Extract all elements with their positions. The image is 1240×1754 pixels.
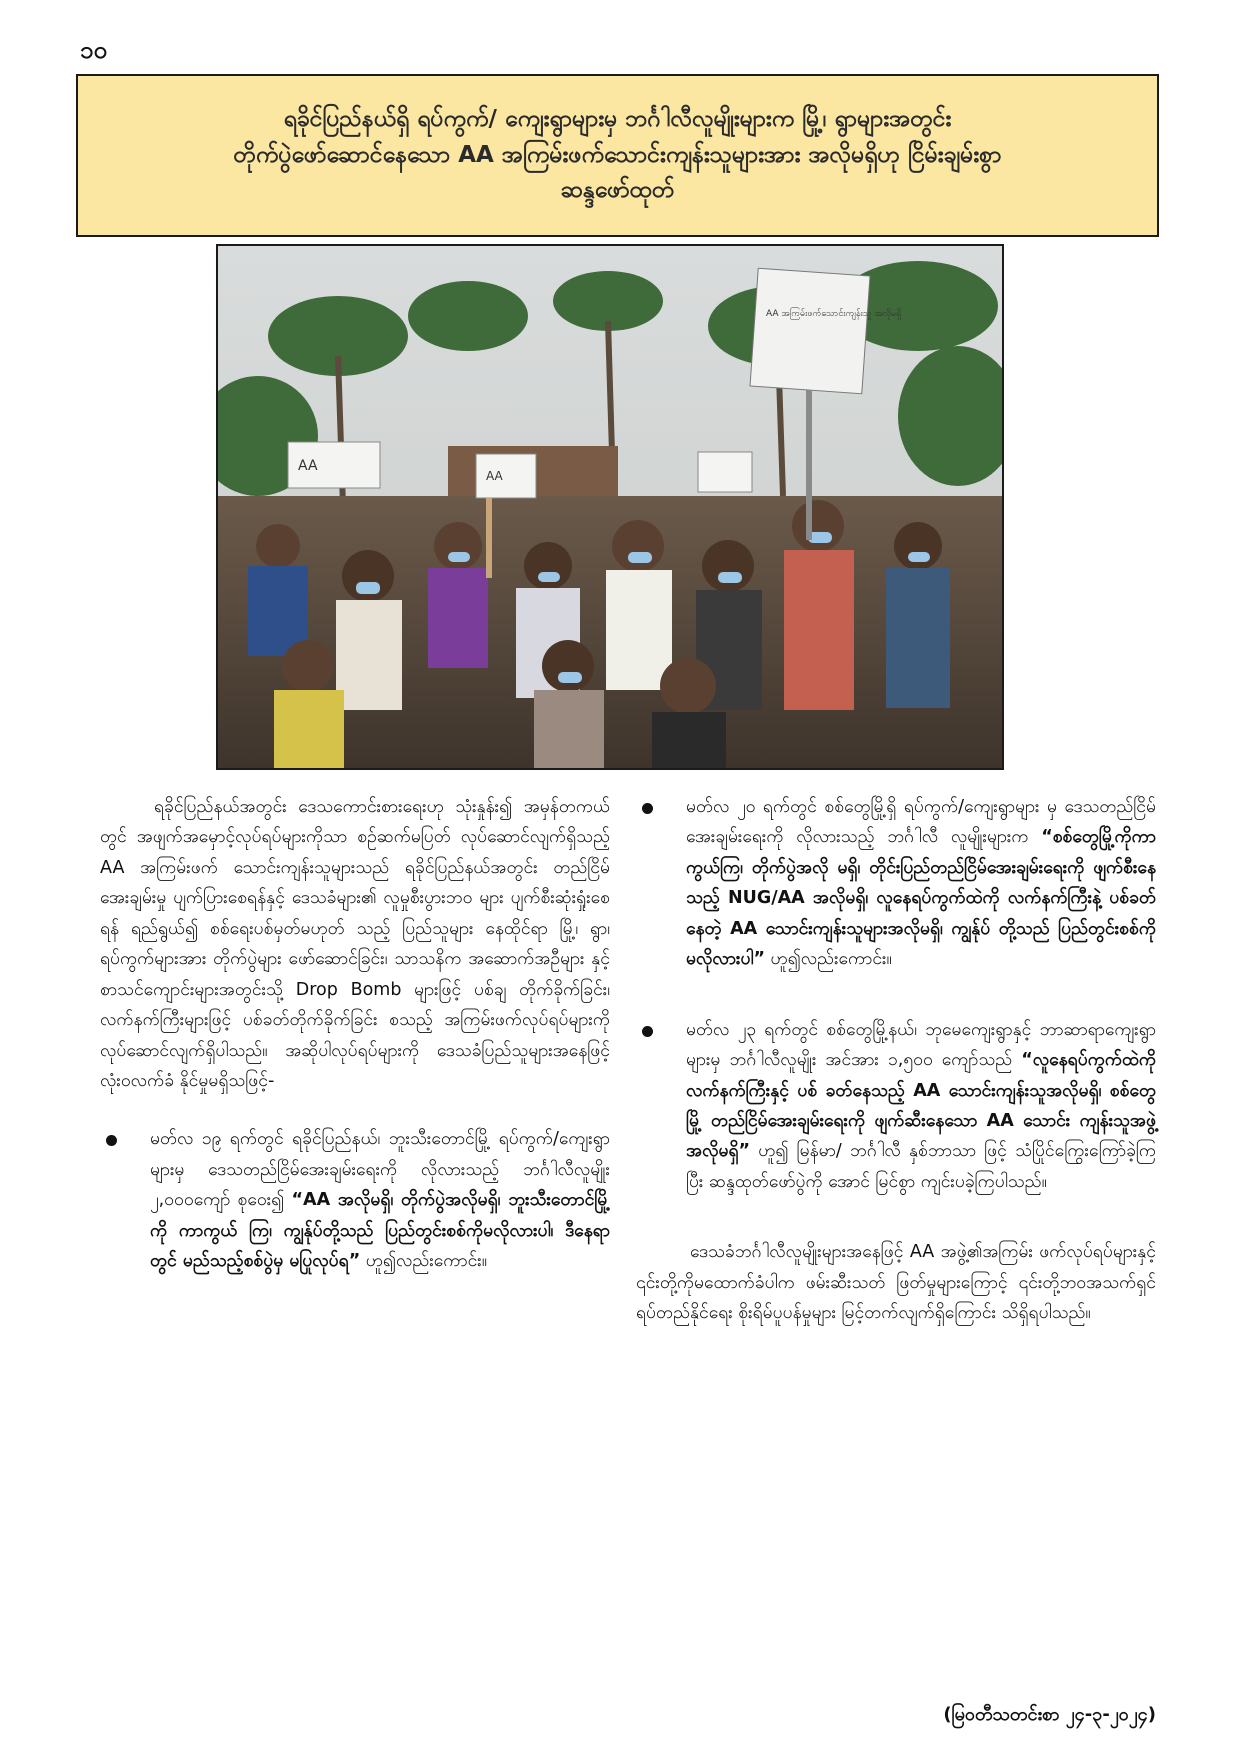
bullet-dot: [642, 803, 653, 814]
closing-paragraph: ဒေသခံဘင်္ဂါလီလူမျိုးများအနေဖြင့် AA အဖွဲ့၏အကြမ်း ဖက်လုပ်ရပ်များနှင့် ၎င်းတို့ကိုမထောက်ခံပါက ဖမ်းဆီးသတ် ဖြတ်မှုများကြောင့် ၎င်းတို့ဘဝအသက်ရှင်ရပ်တည်နိုင်ရေး စိုးရိမ်ပူပန်မှုများ မြင့်တက်လျက်ရှိကြောင်း သိရှိရပါသည်။: [636, 1242, 1156, 1324]
bullet-item-1: [100, 1124, 610, 1276]
headline-box: [76, 74, 1159, 237]
protest-photo: [216, 244, 1004, 770]
bullet-item-2: [636, 792, 1156, 975]
headline-line-1: ရခိုင်ပြည်နယ်ရှိ ရပ်ကွက်/ ကျေးရွာများမှ ဘင်္ဂါလီလူမျိုးများက မြို့၊ ရွာများအတွင်း: [283, 106, 952, 133]
source-citation: (မြဝတီသတင်းစာ ၂၄-၃-၂၀၂၄): [943, 1704, 1156, 1725]
photo-sign-left: AA: [298, 458, 318, 474]
headline-line-3: ဆန္ဒဖော်ထုတ်: [560, 177, 675, 204]
photo-sign-center: AA: [486, 469, 503, 483]
bullet-list-right: [636, 792, 1156, 1197]
intro-paragraph: ရခိုင်ပြည်နယ်အတွင်း ဒေသကောင်းစားရေးဟု သုံးနှုန်း၍ အမှန်တကယ်တွင် အဖျက်အမှောင့်လုပ်ရပ်များကိုသာ စဉ်ဆက်မပြတ် လုပ်ဆောင်လျက်ရှိသည့် AA အကြမ်းဖက် သောင်းကျန်းသူများသည် ရခိုင်ပြည်နယ်အတွင်း တည်ငြိမ် အေးချမ်းမှု ပျက်ပြားစေရန်နှင့် ဒေသခံများ၏ လူမှုစီးပွားဘဝ များ ပျက်စီးဆုံးရှုံးစေရန် ရည်ရွယ်၍ စစ်ရေးပစ်မှတ်မဟုတ် သည့် ပြည်သူများ နေထိုင်ရာ မြို့၊ ရွာ၊ ရပ်ကွက်များအား တိုက်ပွဲများ ဖော်ဆောင်ခြင်း၊ သာသနိက အဆောက်အဦများ နှင့် စာသင်ကျောင်းများအတွင်းသို့ Drop Bomb များဖြင့် ပစ်ချ တိုက်ခိုက်ခြင်း၊ လက်နက်ကြီးများဖြင့် ပစ်ခတ်တိုက်ခိုက်ခြင်း စသည့် အကြမ်းဖက်လုပ်ရပ်များကို လုပ်ဆောင်လျက်ရှိပါသည်။ အဆိုပါလုပ်ရပ်များကို ဒေသခံပြည်သူများအနေဖြင့် လုံးဝလက်ခံ နိုင်မှုမရှိသဖြင့်-: [100, 797, 610, 1091]
bullet-list-left: [100, 1124, 610, 1276]
left-column: [100, 792, 610, 1317]
right-column: [636, 792, 1156, 1357]
bullet-2-quote: “စစ်တွေမြို့ကိုကာကွယ်ကြ၊ တိုက်ပွဲအလို မရှိ၊ တိုင်းပြည်တည်ငြိမ်အေးချမ်းရေးကို ဖျက်စီးနေသည့် NUG/AA အလိုမရှိ၊ လူနေရပ်ကွက်ထဲကို လက်နက်ကြီးနဲ့ ပစ်ခတ်နေတဲ့ AA သောင်းကျန်းသူများအလိုမရှိ၊ ကျွန်ုပ် တို့သည် ပြည်တွင်းစစ်ကို မလိုလားပါ”: [686, 827, 1156, 970]
bullet-dot: [106, 1135, 117, 1146]
bullet-3-pre: မတ်လ ၂၃ ရက်တွင် စစ်တွေမြို့နယ်၊ ဘုမေကျေးရွာနှင့် ဘာဆာရာကျေးရွာများမှ ဘင်္ဂါလီလူမျိုး အင်အား ၁,၅၀၀ ကျော်သည်: [686, 1019, 1156, 1071]
photo-sign-right: AA အကြမ်းဖက်သောင်းကျန်းသူ အလိုမရှိ: [766, 309, 902, 319]
bullet-1-post: ဟူ၍လည်းကောင်း။: [360, 1251, 488, 1272]
bullet-3-quote: “လူနေရပ်ကွက်ထဲကို လက်နက်ကြီးနှင့် ပစ် ခတ်နေသည့် AA သောင်းကျန်းသူအလိုမရှိ၊ စစ်တွေမြို့ တည်ငြိမ်အေးချမ်းရေးကို ဖျက်ဆီးနေသော AA သောင်း ကျန်းသူအဖွဲ့အလိုမရှိ”: [686, 1050, 1156, 1162]
protest-photo-illustration: [218, 246, 1002, 768]
bullet-dot: [642, 1026, 653, 1037]
bullet-3-post: ဟူ၍ မြန်မာ/ ဘင်္ဂါလီ နှစ်ဘာသာ ဖြင့် သံပြိုင်ကြွေးကြော်ခဲ့ကြပြီး ဆန္ဒထုတ်ဖော်ပွဲကို အောင် မြင်စွာ ကျင်းပခဲ့ကြပါသည်။: [686, 1141, 1156, 1192]
bullet-2-post: ဟူ၍လည်းကောင်း။: [764, 949, 892, 970]
bullet-1-quote: “AA အလိုမရှိ၊ တိုက်ပွဲအလိုမရှိ၊ ဘူးသီးတောင်မြို့ကို ကာကွယ် ကြ၊ ကျွန်ုပ်တို့သည် ပြည်တွင်းစစ်ကိုမလိုလားပါ၊ ဒီနေရာ တွင် မည်သည့်စစ်ပွဲမှ မပြုလုပ်ရ”: [150, 1190, 610, 1272]
page-number: ၁၀: [80, 36, 107, 64]
headline-line-2: တိုက်ပွဲဖော်ဆောင်နေသော AA အကြမ်းဖက်သောင်းကျန်းသူများအား အလိုမရှိဟု ငြိမ်းချမ်းစွာ: [233, 141, 1002, 168]
bullet-1-pre: မတ်လ ၁၉ ရက်တွင် ရခိုင်ပြည်နယ်၊ ဘူးသီးတောင်မြို့ ရပ်ကွက်/ကျေးရွာများမှ ဒေသတည်ငြိမ်အေးချမ်းရေးကို လိုလားသည့် ဘင်္ဂါလီလူမျိုး ၂,၀၀၀ကျော် စုဝေး၍: [150, 1129, 610, 1211]
bullet-2-pre: မတ်လ ၂၀ ရက်တွင် စစ်တွေမြို့ရှိ ရပ်ကွက်/ကျေးရွာများ မှ ဒေသတည်ငြိမ်အေးချမ်းရေးကို လိုလားသည့် ဘင်္ဂါလီ လူမျိုးများက: [686, 797, 1156, 848]
bullet-item-3: [636, 1015, 1156, 1198]
